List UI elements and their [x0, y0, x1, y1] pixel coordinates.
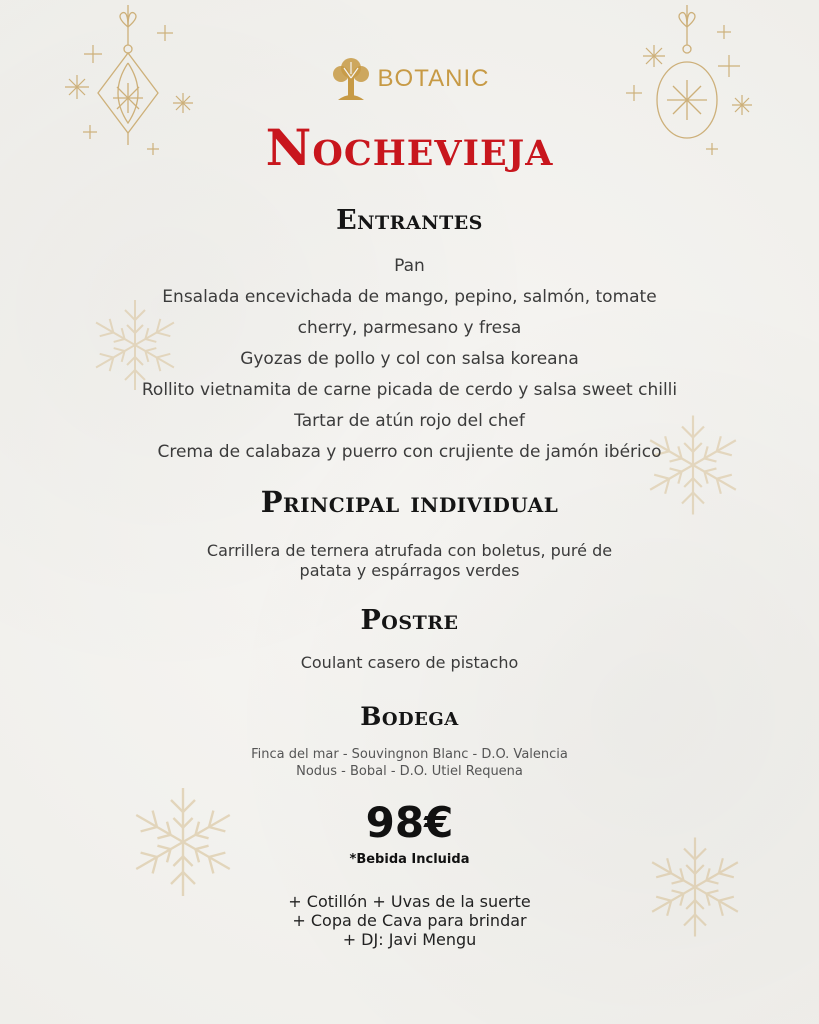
page-title: Nochevieja [265, 118, 554, 177]
extra-item: + Copa de Cava para brindar [292, 911, 527, 930]
tree-icon [330, 56, 372, 102]
menu-item: cherry, parmesano y fresa [297, 318, 522, 338]
menu-item: patata y espárragos verdes [299, 561, 520, 580]
extra-item: + Cotillón + Uvas de la suerte [288, 892, 531, 911]
wine-item: Nodus - Bobal - D.O. Utiel Requena [296, 764, 523, 779]
menu-item: Rollito vietnamita de carne picada de cerdo y salsa sweet chilli [141, 380, 678, 400]
brand-name: BOTANIC [377, 65, 490, 92]
menu-item: Tartar de atún rojo del chef [294, 411, 525, 431]
wine-item: Finca del mar - Souvingnon Blanc - D.O. Valencia [251, 747, 568, 762]
menu-item: Gyozas de pollo y col con salsa koreana [240, 349, 579, 369]
section-heading-entrantes: Entrantes [336, 205, 483, 236]
menu-item: Crema de calabaza y puerro con crujiente de jamón ibérico [157, 442, 662, 462]
menu-item: Coulant casero de pistacho [300, 653, 519, 672]
menu-item: Ensalada encevichada de mango, pepino, salmón, tomate [162, 287, 657, 307]
price: 98€ [365, 798, 454, 847]
extra-item: + DJ: Javi Mengu [342, 930, 477, 949]
menu-item: Carrillera de ternera atrufada con boletus, puré de [206, 541, 613, 560]
brand-logo [0, 56, 819, 102]
menu-item: Pan [394, 256, 425, 276]
section-heading-postre: Postre [360, 605, 459, 636]
section-heading-principal: Principal individual [260, 485, 559, 519]
price-note: *Bebida Incluida [349, 852, 470, 867]
section-heading-bodega: Bodega [360, 702, 459, 731]
